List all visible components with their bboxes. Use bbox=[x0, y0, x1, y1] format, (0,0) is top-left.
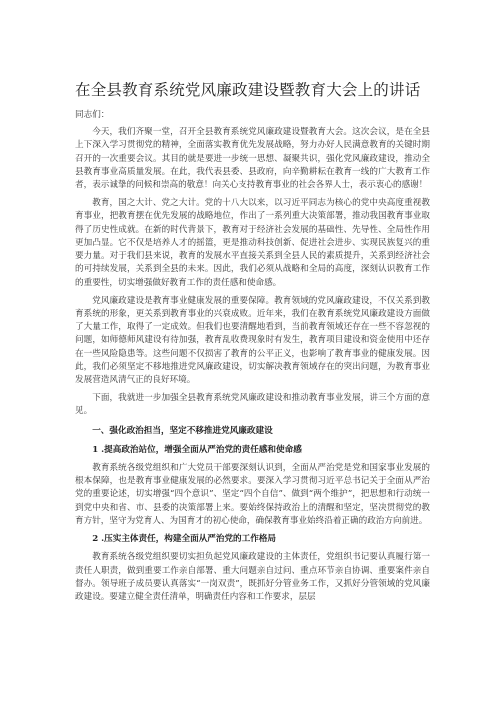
subsection-1-heading: 1 .提高政治站位，增强全面从严治党的责任感和使命感 bbox=[92, 444, 302, 455]
section-1-heading: 一、强化政治担当，坚定不移推进党风廉政建设 bbox=[92, 425, 273, 436]
document-page bbox=[75, 80, 430, 609]
intro-paragraph-1: 今天，我们齐聚一堂，召开全县教育系统党风廉政建设暨教育大会。这次会议，是在全县上下深入学习贯彻党的精神，全面落实教育优先发展战略，努力办好人民满意教育的关键时期召开的一次重要会议。其目的就是要进一步统一思想、凝聚共识，强化党风廉政建设，推动全县教育事业高质量发展。在此，我代表县委、县政府，向辛勤耕耘在教育一线的广大教育工作者，表示诚挚的问候和崇高的敬意！向关心支持教育事业的社会各界人士，表示衷心的感谢！ bbox=[75, 127, 430, 191]
intro-paragraph-2: 教育，国之大计、党之大计。党的十八大以来，以习近平同志为核心的党中央高度重视教育事业，把教育摆在优先发展的战略地位，作出了一系列重大决策部署，推动我国教育事业取得了历史性成就。在新的时代背景下，教育对于经济社会发展的基础性、先导性、全局性作用更加凸显。它不仅是培养人才的摇篮，更是推动科技创新、促进社会进步、实现民族复兴的重要力量。对于我们县来说，教育的发展水平直接关系到全县人民的素质提升，关系到经济社会的可持续发展，关系到全县的未来。因此，我们必须从战略和全局的高度，深刻认识教育工作的重要性，切实增强做好教育工作的责任感和使命感。 bbox=[75, 197, 430, 288]
intro-paragraph-4: 下面，我就进一步加强全县教育系统党风廉政建设和推动教育事业发展，讲三个方面的意见。 bbox=[75, 393, 430, 417]
subsection-2-heading: 2 .压实主体责任，构建全面从严治党的工作格局 bbox=[92, 534, 277, 545]
subsection-2-paragraph: 教育系统各级党组织要切实担负起党风廉政建设的主体责任，党组织书记要认真履行第一责任人职责，做到重要工作亲自部署、重大问题亲自过问、重点环节亲自协调、重要案件亲自督办。领导班子成员要认真落实“一岗双责”，既抓好分管业务工作，又抓好分管领域的党风廉政建设。要建立健全责任清单，明确责任内容和工作要求，层层 bbox=[75, 552, 430, 603]
document-title: 在全县教育系统党风廉政建设暨教育大会上的讲话 bbox=[75, 81, 421, 99]
salutation: 同志们： bbox=[75, 110, 110, 120]
subsection-1-paragraph: 教育系统各级党组织和广大党员干部要深刻认识到，全面从严治党是党和国家事业发展的根本保障，也是教育事业健康发展的必然要求。要深入学习贯彻习近平总书记关于全面从严治党的重要论述，切实增强“四个意识”、坚定“四个自信”、做到“两个维护”，把思想和行动统一到党中央和省、市、县委的决策部署上来。要始终保持政治上的清醒和坚定，坚决贯彻党的教育方针，坚守为党育人、为国育才的初心使命，确保教育事业始终沿着正确的政治方向前进。 bbox=[75, 462, 430, 526]
intro-paragraph-3: 党风廉政建设是教育事业健康发展的重要保障。教育领域的党风廉政建设，不仅关系到教育系统的形象，更关系到教育事业的兴衰成败。近年来，我们在教育系统党风廉政建设方面做了大量工作，取得了一定成效。但我们也要清醒地看到，当前教育领域还存在一些不容忽视的问题，如师德师风建设有待加强，教育乱收费现象时有发生，教育项目建设和资金使用中还存在一些风险隐患等。这些问题不仅损害了教育的公平正义，也影响了教育事业的健康发展。因此，我们必须坚定不移地推进党风廉政建设，切实解决教育领域存在的突出问题，为教育事业发展营造风清气正的良好环境。 bbox=[75, 295, 430, 386]
